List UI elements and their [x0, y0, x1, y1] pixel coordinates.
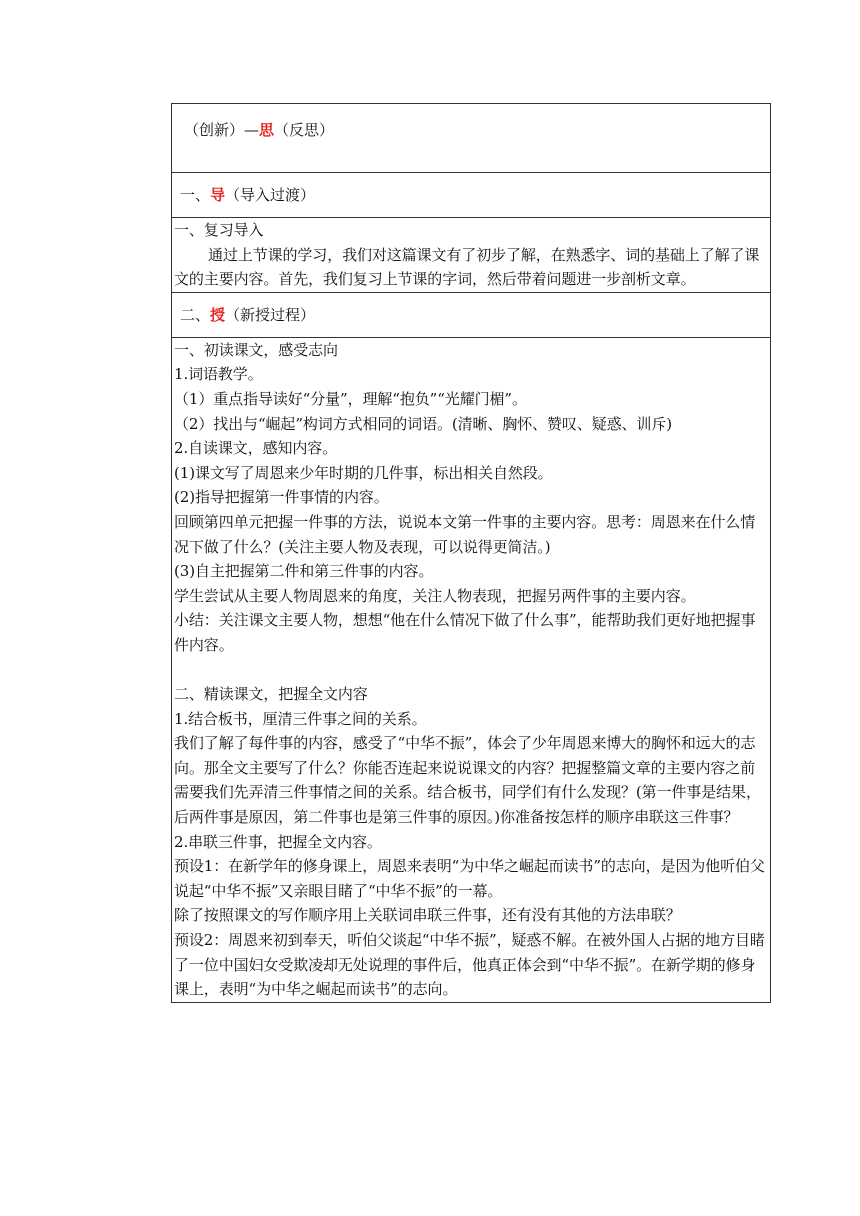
header-suffix: （反思） [274, 121, 335, 139]
header-prefix: （创新）— [184, 121, 260, 139]
section-shou-highlight: 授 [210, 305, 226, 324]
body-line: （1）重点指导读好“分量”，理解“抱负”“光耀门楣”。 [174, 389, 527, 408]
section-dao-suffix: （导入过渡） [225, 186, 316, 204]
review-paragraph: 通过上节课的学习，我们对这篇课文有了初步了解，在熟悉字、词的基础上了解了课文的主要内容。首先，我们复习上节课的字词，然后带着问题进一步剖析文章。 [174, 245, 760, 289]
section-shou-title [172, 293, 770, 326]
body-line: 1.结合板书，厘清三件事之间的关系。 [174, 709, 427, 728]
body-line: 二、精读课文，把握全文内容 [174, 685, 368, 704]
body-line: （2）找出与“崛起”构词方式相同的词语。(清晰、胸怀、赞叹、疑惑、训斥) [174, 414, 672, 433]
body-line: 我们了解了每件事的内容，感受了“中华不振”，体会了少年周恩来博大的胸怀和远大的志向。那全文主要写了什么？你能否连起来说说课文的内容？把握整篇文章的主要内容之前需要我们先弄清三件事情之间的关系。结合板书，同学们有什么发现？(第一件事是结果，后两件事是原因，第二件事也是第三件事的原因。)你准备按怎样的顺序串联这三件事？ [174, 734, 761, 827]
body-line: 小结：关注课文主要人物，想想“他在什么情况下做了什么事”，能帮助我们更好地把握事件内容。 [174, 611, 756, 654]
lesson-plan-table [171, 103, 771, 1003]
body-line: 2.自读课文，感知内容。 [174, 439, 338, 458]
review-cell [172, 218, 771, 293]
body-line: 回顾第四单元把握一件事的方法，说说本文第一件事的主要内容。思考：周恩来在什么情况下做了什么？(关注主要人物及表现，可以说得更简洁。) [174, 512, 756, 556]
main-body-cell [172, 337, 771, 1002]
section-dao-highlight: 导 [210, 186, 226, 204]
section-dao-prefix: 一、 [180, 186, 211, 204]
body-line: (2)指导把握第一件事情的内容。 [174, 488, 389, 507]
body-line: 除了按照课文的写作顺序用上关联词串联三件事，还有没有其他的方法串联？ [174, 906, 681, 925]
section-dao-title [172, 173, 770, 206]
section-shou-suffix: （新授过程） [225, 305, 316, 324]
section-shou-prefix: 二、 [180, 305, 211, 324]
section-shou-cell [172, 292, 771, 337]
header-highlight: 思 [259, 121, 275, 139]
body-line: (1)课文写了周恩来少年时期的几件事，标出相关自然段。 [174, 463, 553, 482]
review-heading: 一、复习导入 [174, 221, 264, 239]
header-cell [172, 104, 771, 173]
blank-line [172, 658, 770, 683]
body-line: 一、初读课文，感受志向 [174, 340, 338, 359]
body-line: 2.串联三件事，把握全文内容。 [174, 832, 382, 851]
body-line: 1.词语教学。 [174, 365, 263, 384]
body-line: (3)自主把握第二件和第三件事的内容。 [174, 562, 434, 581]
header-line [172, 104, 770, 141]
section-dao-cell [172, 173, 771, 218]
body-line: 预设2：周恩来初到奉天，听伯父谈起“中华不振”，疑惑不解。在被外国人占据的地方目睹了一位中国妇女受欺凌却无处说理的事件后，他真正体会到“中华不振”。在新学期的修身课上，表明“为中华之崛起而读书”的志向。 [174, 931, 765, 999]
body-line: 预设1：在新学年的修身课上，周恩来表明“为中华之崛起而读书”的志向，是因为他听伯父说起“中华不振”又亲眼目睹了“中华不振”的一幕。 [174, 857, 765, 900]
body-line: 学生尝试从主要人物周恩来的角度，关注人物表现，把握另两件事的主要内容。 [174, 586, 696, 605]
